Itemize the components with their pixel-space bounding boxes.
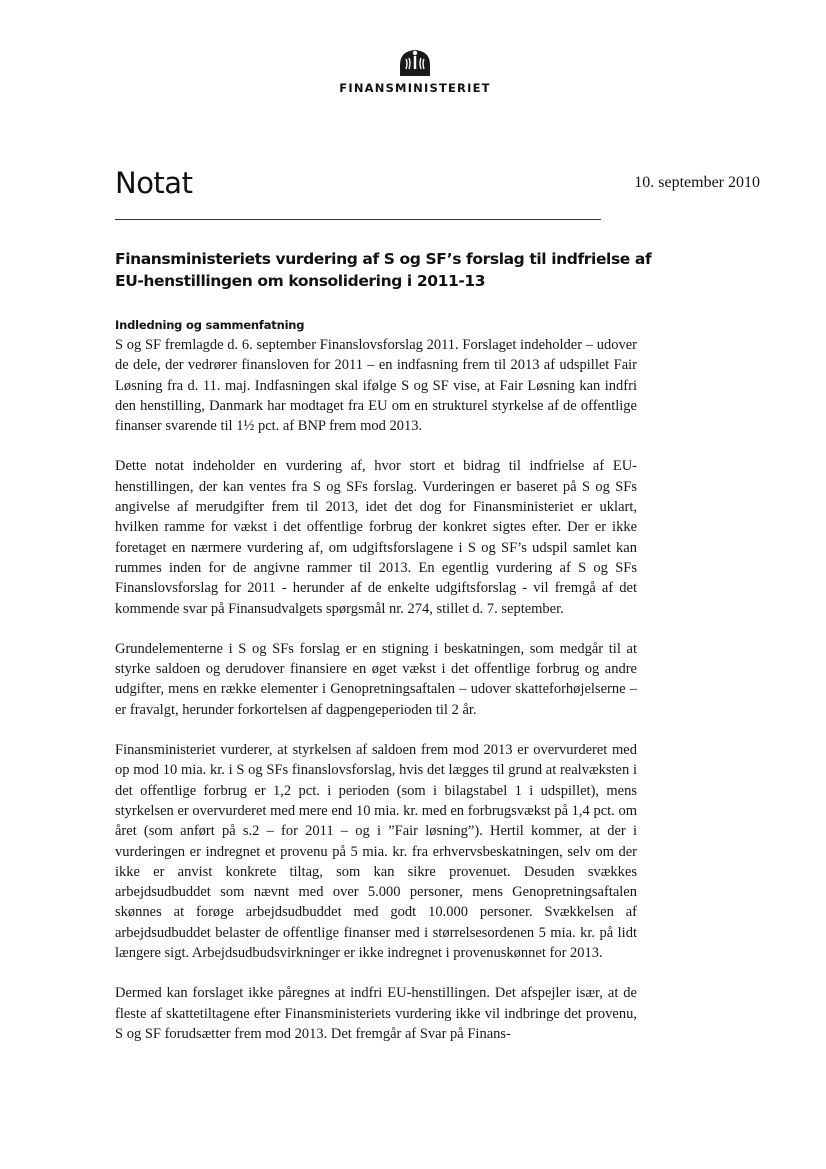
document-body [115, 316, 637, 1044]
paragraph: Dette notat indeholder en vurdering af, hvor stort et bidrag til indfrielse af EU-henstillingen, der kan ventes fra S og SFs forslag. Vurderingen er baseret på S og SFs angivelse af merudgifter frem til 2013, idet det dog for Finansministeriet er uklart, hvilken ramme for vækst i det offentlige forbrug der konkret sigtes efter. Der er ikke foretaget en nærmere vurdering af, om udgiftsforslagene i S og SF’s udspil samlet kan rummes inden for de angivne rammer til 2013. En egentlig vurdering af S og SFs Finanslovsforslag for 2011 - herunder af de enkelte udgiftsforslag - vil fremgå af det kommende svar på Finansudvalgets spørgsmål nr. 274, stillet d. 7. september. [115, 458, 637, 617]
section-title: Indledning og sammenfatning [115, 318, 305, 332]
organization-name: FINANSMINISTERIET [339, 81, 491, 95]
document-type-title: Notat [115, 166, 193, 200]
document-date: 10. september 2010 [634, 174, 760, 191]
paragraph: S og SF fremlagde d. 6. september Finanslovsforslag 2011. Forslaget indeholder – udover de dele, der vedrører finansloven for 2011 – en indfasning frem til 2013 af udspillet Fair Løsning fra d. 11. maj. Indfasningen skal ifølge S og SF vise, at Fair Løsning kan indfri den henstilling, Danmark har modtaget fra EU om en strukturel styrkelse af de offentlige finanser svarende til 1½ pct. af BNP frem mod 2013. [115, 337, 637, 435]
document-heading: Finansministeriets vurdering af S og SF’s forslag til indfrielse af EU-henstillingen om konsolidering i 2011-13 [115, 250, 652, 290]
paragraph: Dermed kan forslaget ikke påregnes at indfri EU-henstillingen. Det afspejler især, at de fleste af skattetiltagene efter Finansministeriets vurdering ikke vil indbringe det provenu, S og SF forudsætter frem mod 2013. Det fremgår af Svar på Finans- [115, 985, 637, 1042]
paragraph: Finansministeriet vurderer, at styrkelsen af saldoen frem mod 2013 er overvurderet med op mod 10 mia. kr. i S og SFs finanslovsforslag, hvis det lægges til grund at realvæksten i det offentlige forbrug er 1,2 pct. i perioden (som i bilagstabel 1 i udspillet), mens styrkelsen er overvurderet med mere end 10 mia. kr. med en forbrugsvækst på 1,4 pct. om året (som anført på s.2 – for 2011 – og i ”Fair løsning”). Hertil kommer, at der i vurderingen er indregnet et provenu på 5 mia. kr. fra erhvervsbeskatningen, selv om der ikke er anvist konkrete tiltag, som kan sikre provenuet. Desuden svækkes arbejdsudbuddet som nævnt med over 5.000 personer, mens Genopretningsaftalen skønnes at forøge arbejdsudbuddet med godt 10.000 personer. Svækkelsen af arbejdsudbuddet belaster de offentlige finanser med i størrelsesordenen 5 mia. kr. på lidt længere sigt. Arbejdsudbudsvirkninger er ikke indregnet i provenuskønnet for 2013. [115, 742, 637, 962]
title-divider [115, 219, 601, 220]
crown-icon [398, 47, 432, 77]
paragraph: Grundelementerne i S og SFs forslag er en stigning i beskatningen, som medgår til at styrke saldoen og derudover finansiere en øget vækst i det offentlige forbrug og andre udgifter, mens en række elementer i Genopretningsaftalen – udover skatteforhøjelserne – er fravalgt, herunder forkortelsen af dagpengeperioden til 2 år. [115, 640, 637, 718]
